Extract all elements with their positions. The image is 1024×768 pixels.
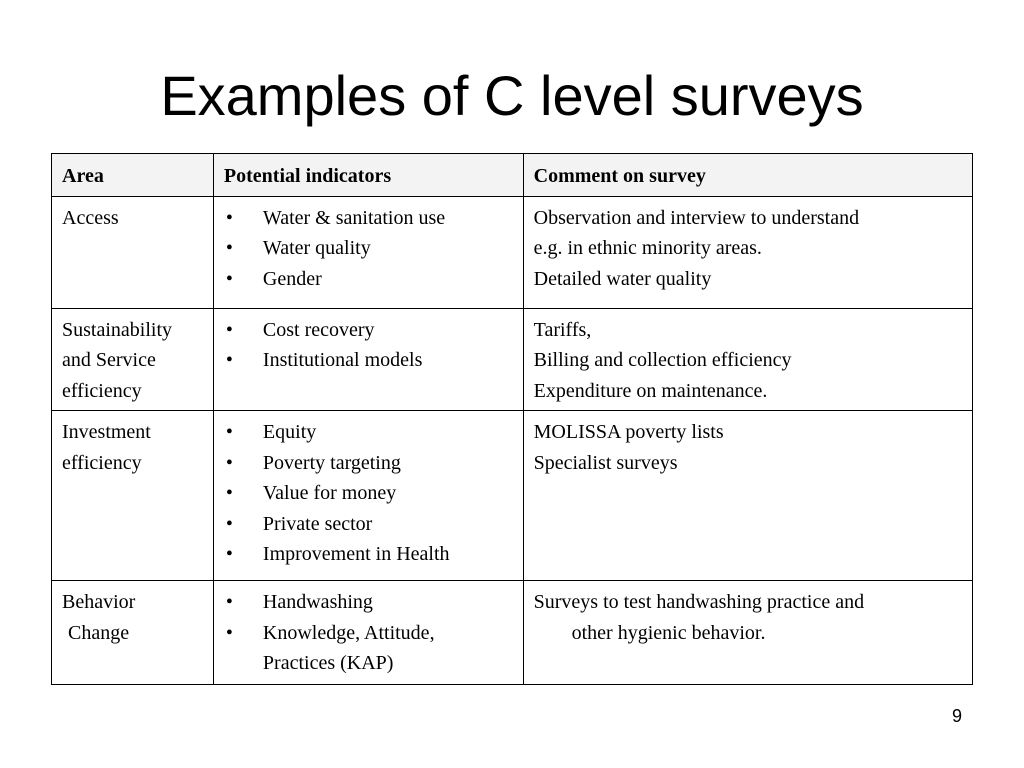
comment-text: Detailed water quality — [533, 267, 712, 290]
survey-table — [51, 153, 973, 685]
area-cell — [52, 581, 214, 685]
indicator-list — [224, 203, 514, 295]
indicators-cell — [213, 308, 523, 411]
indicator-item: • Water & sanitation use — [224, 203, 514, 234]
table-row — [52, 308, 973, 411]
comment-cell — [523, 308, 972, 411]
area-text: Behavior — [62, 591, 136, 613]
slide-title: Examples of C level surveys — [160, 64, 864, 127]
indicator-item: • Water quality — [224, 233, 514, 264]
indicators-cell — [213, 581, 523, 685]
area-cell — [52, 411, 214, 581]
comment-text: other hygienic behavior. — [571, 621, 766, 644]
indicator-list — [224, 417, 514, 570]
area-cell — [52, 308, 214, 411]
comment-text: Observation and interview to understand — [533, 206, 860, 229]
area-text: Investment — [62, 421, 151, 443]
header-area: Area — [52, 154, 214, 197]
comment-cell — [523, 581, 972, 685]
indicators-cell — [213, 411, 523, 581]
indicator-list — [224, 315, 514, 376]
indicator-item: • Value for money — [224, 478, 514, 509]
area-text: and Service — [62, 349, 156, 371]
area-text: Sustainability — [62, 318, 172, 341]
indicator-item: • Improvement in Health — [224, 539, 514, 570]
indicator-list — [224, 587, 514, 679]
indicator-item: • Poverty targeting — [224, 448, 514, 479]
comment-text: e.g. in ethnic minority areas. — [533, 237, 762, 259]
header-comment-on-survey: Comment on survey — [523, 154, 972, 197]
comment-text: Expenditure on maintenance. — [533, 379, 768, 402]
table-header-row — [52, 154, 973, 197]
indicator-item: • Knowledge, Attitude, — [224, 618, 514, 649]
area-text: efficiency — [62, 379, 142, 402]
comment-text: MOLISSA poverty lists — [533, 421, 724, 443]
page-number: 9 — [951, 706, 962, 726]
comment-text: Billing and collection efficiency — [533, 349, 792, 371]
indicator-item: • Institutional models — [224, 345, 514, 376]
table-row — [52, 196, 973, 308]
area-cell — [52, 196, 214, 308]
indicator-item: • Handwashing — [224, 587, 514, 618]
comment-text: Tariffs, — [533, 318, 592, 341]
area-text: Change — [68, 621, 130, 644]
comment-cell — [523, 411, 972, 581]
indicator-item: • Gender — [224, 264, 514, 295]
header-potential-indicators: Potential indicators — [213, 154, 523, 197]
table-row — [52, 581, 973, 685]
comment-text: Specialist surveys — [533, 451, 678, 474]
indicator-item: • Private sector — [224, 509, 514, 540]
table-row — [52, 411, 973, 581]
indicators-cell — [213, 196, 523, 308]
indicator-item: • Cost recovery — [224, 315, 514, 346]
comment-text: Surveys to test handwashing practice and — [533, 591, 865, 613]
indicator-item: • Equity — [224, 417, 514, 448]
comment-cell — [523, 196, 972, 308]
indicator-continuation: Practices (KAP) — [262, 652, 394, 674]
area-text: Access — [62, 206, 119, 229]
area-text: efficiency — [62, 451, 142, 474]
